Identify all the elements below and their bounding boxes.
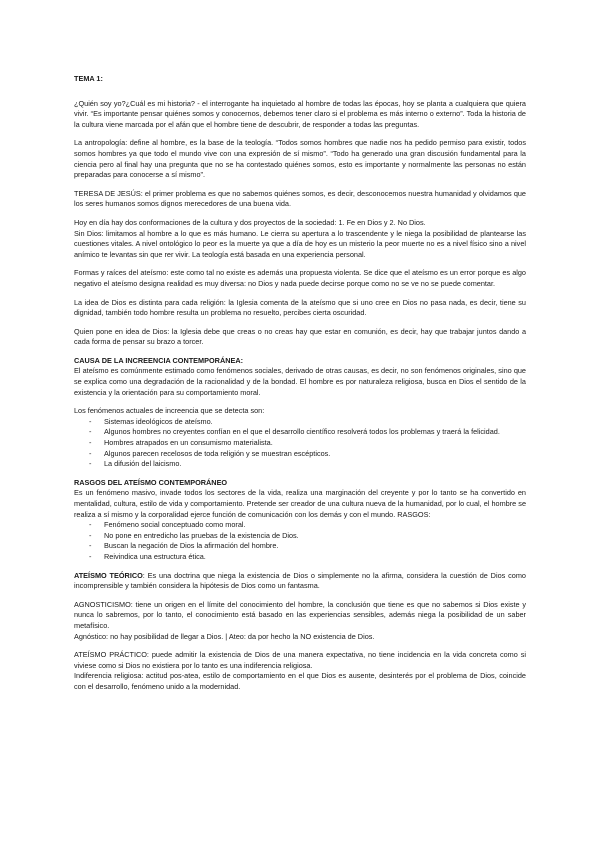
rasgos-list <box>74 520 526 562</box>
list-item: - Buscan la negación de Dios la afirmación del hombre. <box>74 541 526 552</box>
teorico-lead: ATEÍSMO TEÓRICO <box>74 570 143 580</box>
agnosticismo-text: : tiene un origen en el límite del conocimiento del hombre, la conclusión que tiene es que no sabemos si Dios existe y nunca lo sabremos, por lo tanto, el conocimiento está basado en las experiencias sensibles, además niega la posibilidad de un saber metafísico. <box>74 599 526 630</box>
practico-note: Indiferencia religiosa: actitud pos-atea, estilo de comportamiento en el que Dios es ausente, desinterés por el problema de Dios, coincide con el desarrollo, fenómeno unido a la modernidad. <box>74 671 526 691</box>
fenomenos-intro: Los fenómenos actuales de increencia que se detecta son: <box>74 406 265 416</box>
list-item: - La difusión del laicismo. <box>74 459 526 470</box>
list-item: - Hombres atrapados en un consumismo materialista. <box>74 438 526 449</box>
practico-lead: ATEÍSMO PRÁCTICO <box>74 650 147 660</box>
list-item: - Fenómeno social conceptuado como moral. <box>74 520 526 531</box>
practico-text: : puede admitir la existencia de Dios de una manera expectativa, no tiene incidencia en la vida concreta como si viviese como si Dios no existiera por lo tanto es una indiferencia religiosa. <box>74 650 526 670</box>
list-item: - No pone en entredicho las pruebas de la existencia de Dios. <box>74 531 526 542</box>
teresa-text: : el primer problema es que no sabemos quiénes somos, es decir, desconocemos nuestra humanidad y olvidamos que los seres humanos somos dignos merecedores de una buena vida. <box>74 188 526 209</box>
teresa-lead: TERESA DE JESÚS <box>74 188 141 198</box>
rasgos-paragraph: Es un fenómeno masivo, invade todos los sectores de la vida, realiza una marginación del creyente y por lo tanto se ha convertido en mentalidad, cultura, estilo de vida y comportamiento. Pretende ser creador de una cultura nueva de la humanidad, por lo cual, el hombre se realiza a sí mismo y la corporalidad ejerce función de comunicación con los demás y con el mundo. RASGOS: <box>74 488 526 519</box>
quien-paragraph: Quien pone en idea de Dios: la Iglesia debe que creas o no creas hay que estar en comunión, es decir, hay que trabajar juntos dando a cada forma de pensar su brazo a torcer. <box>74 326 526 347</box>
rasgos-heading: RASGOS DEL ATEÍSMO CONTEMPORÁNEO <box>74 477 228 487</box>
list-item: - Sistemas ideológicos de ateísmo. <box>74 417 526 428</box>
formas-paragraph: Formas y raíces del ateísmo: este como tal no existe es además una propuesta violenta. Se dice que el ateísmo es un error porque es algo negativo el ateísmo designa realidad es muy diversa: no Dios y nada puede decirse porque como no se ve no se puede comentar. <box>74 268 526 288</box>
causa-heading: CAUSA DE LA INCREENCIA CONTEMPORÁNEA: <box>74 355 244 365</box>
proyectos-line-1: Hoy en día hay dos conformaciones de la cultura y dos proyectos de la sociedad: 1. Fe en Dios y 2. No Dios. <box>74 217 426 227</box>
proyectos-line-2: Sin Dios: limitamos al hombre a lo que es más humano. Le cierra su apertura a lo trascendente y le niega la posibilidad de plantearse las cuestiones vitales. A nivel ontológico lo peor es la muerte ya que a día de hoy es un misterio la peor muerte no es a nivel físico sino a nivel anímico te levantas sin que rer vivir. La teología está basada en una experiencia personal. <box>74 228 526 259</box>
intro-paragraph: ¿Quién soy yo?¿Cuál es mi historia? - el interrogante ha inquietado al hombre de todas las épocas, hoy se planta a cualquiera que quiera vivir. “Es importante pensar quiénes somos y conocernos, debemos tener claro si el problema es más interno o externo”. Toda la historia de la cultura viene marcada por el afán que el hombre tiene de descubrir, de responder a todas las preguntas. <box>74 98 526 129</box>
agnosticismo-lead: AGNOSTICISMO <box>74 599 131 609</box>
document-title: TEMA 1: <box>74 74 103 83</box>
practico-paragraph <box>74 650 526 671</box>
idea-paragraph: La idea de Dios es distinta para cada religión: la Iglesia comenta de la ateísmo que si uno cree en Dios no pasa nada, es decir, tiene su dignidad, también todo hombre resulta un problema no resuelto, percibes cierta oscuridad. <box>74 297 526 318</box>
agnosticismo-paragraph <box>74 600 526 632</box>
teorico-text: : Es una doctrina que niega la existencia de Dios o simplemente no la afirma, considera la cuestión de Dios como incomprensible y también considera la hipótesis de Dios como un fantasma. <box>74 570 526 591</box>
antropologia-paragraph: La antropología: define al hombre, es la base de la teología. “Todos somos hombres que nadie nos ha pedido permiso para existir, todos somos hombres ya que todo el mundo vive con una expresión de sí mismo”. “Todo ha generado una gran discusión fundamental para la ciencia pero al final hay una pregunta que no se ha contestado quiénes somos, esto es importante y normalmente las personas no están preparadas para conocerse a sí mismo”. <box>74 138 526 180</box>
teorico-paragraph <box>74 571 526 592</box>
causa-paragraph: El ateísmo es comúnmente estimado como fenómenos sociales, derivado de otras causas, es decir, no son fenómenos originales, sino que se explica como una degradación de la racionalidad y de la bondad. El hombre es por naturaleza religiosa, busca en Dios el sentido de la existencia y la orientación para su comportamiento moral. <box>74 366 526 397</box>
list-item: - Reivindica una estructura ética. <box>74 552 526 563</box>
list-item: - Algunos parecen recelosos de toda religión y se muestran escépticos. <box>74 449 526 460</box>
teresa-paragraph <box>74 189 526 210</box>
agnosticismo-note: Agnóstico: no hay posibilidad de llegar a Dios. | Ateo: da por hecho la NO existencia de Dios. <box>74 631 375 641</box>
list-item: - Algunos hombres no creyentes confían en el que el desarrollo científico resolverá todos los problemas y traerá la felicidad. <box>74 427 526 438</box>
fenomenos-list <box>74 417 526 470</box>
document-page <box>74 74 526 701</box>
